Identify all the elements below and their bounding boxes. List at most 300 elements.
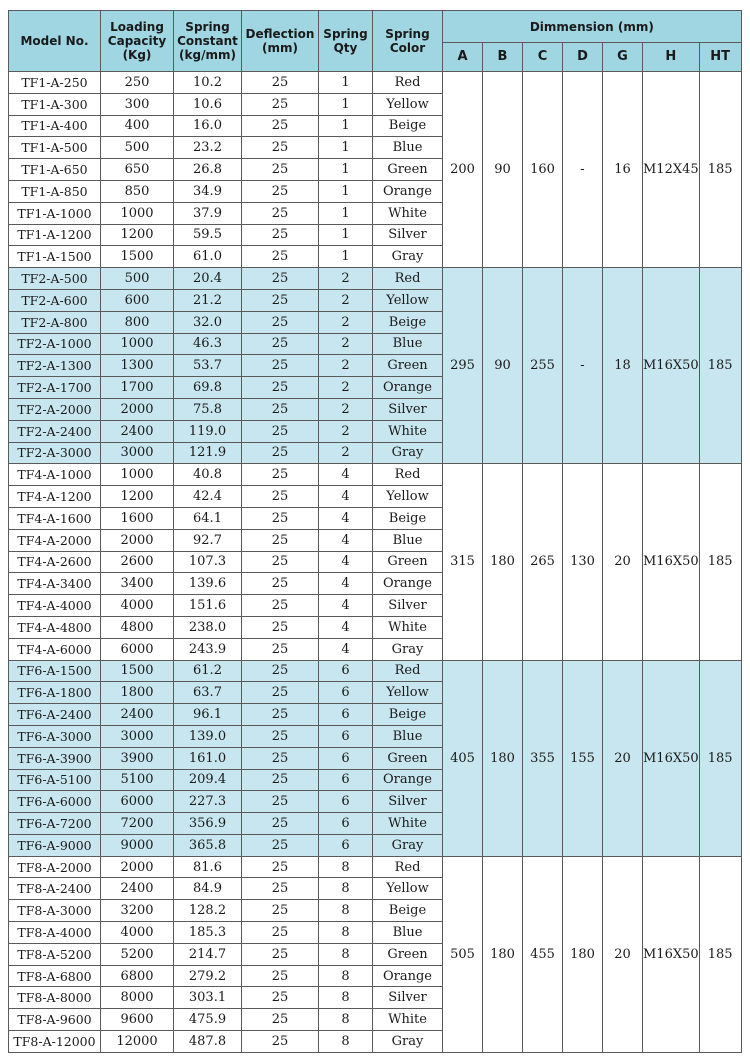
- cell-capacity: 5100: [101, 769, 174, 791]
- header-dim-h: H: [643, 43, 700, 72]
- cell-capacity: 1500: [101, 660, 174, 682]
- cell-spring-constant: 75.8: [174, 398, 242, 420]
- cell-spring-qty: 8: [319, 922, 373, 944]
- cell-spring-constant: 303.1: [174, 987, 242, 1009]
- cell-spring-qty: 1: [319, 72, 373, 94]
- cell-spring-color: Red: [373, 856, 443, 878]
- cell-spring-constant: 151.6: [174, 595, 242, 617]
- cell-dim-d: 155: [563, 660, 603, 856]
- cell-model: TF1-A-650: [9, 159, 101, 181]
- cell-spring-qty: 1: [319, 137, 373, 159]
- cell-spring-constant: 16.0: [174, 115, 242, 137]
- cell-model: TF6-A-6000: [9, 791, 101, 813]
- cell-deflection: 25: [242, 965, 319, 987]
- cell-spring-qty: 4: [319, 551, 373, 573]
- cell-spring-constant: 487.8: [174, 1031, 242, 1053]
- cell-dim-a: 200: [443, 72, 483, 268]
- cell-dim-c: 255: [523, 268, 563, 464]
- cell-capacity: 500: [101, 137, 174, 159]
- cell-spring-qty: 4: [319, 616, 373, 638]
- cell-dim-h: M12X45: [643, 72, 700, 268]
- cell-capacity: 2000: [101, 529, 174, 551]
- cell-model: TF6-A-3000: [9, 725, 101, 747]
- cell-spring-qty: 4: [319, 464, 373, 486]
- cell-dim-h: M16X50: [643, 464, 700, 660]
- cell-spring-color: Orange: [373, 769, 443, 791]
- cell-deflection: 25: [242, 791, 319, 813]
- cell-dim-a: 315: [443, 464, 483, 660]
- cell-capacity: 1700: [101, 377, 174, 399]
- cell-model: TF1-A-500: [9, 137, 101, 159]
- cell-spring-color: Orange: [373, 377, 443, 399]
- cell-spring-constant: 40.8: [174, 464, 242, 486]
- cell-spring-qty: 4: [319, 573, 373, 595]
- cell-model: TF6-A-2400: [9, 704, 101, 726]
- cell-capacity: 1000: [101, 202, 174, 224]
- cell-capacity: 1000: [101, 333, 174, 355]
- header-spring-qty: Spring Qty: [319, 11, 373, 72]
- cell-spring-qty: 6: [319, 834, 373, 856]
- cell-capacity: 1200: [101, 486, 174, 508]
- cell-spring-qty: 2: [319, 289, 373, 311]
- cell-spring-constant: 475.9: [174, 1009, 242, 1031]
- cell-spring-constant: 21.2: [174, 289, 242, 311]
- cell-spring-qty: 6: [319, 682, 373, 704]
- cell-capacity: 300: [101, 93, 174, 115]
- cell-spring-constant: 32.0: [174, 311, 242, 333]
- cell-spring-color: Beige: [373, 311, 443, 333]
- cell-spring-constant: 92.7: [174, 529, 242, 551]
- cell-deflection: 25: [242, 987, 319, 1009]
- cell-spring-constant: 209.4: [174, 769, 242, 791]
- cell-capacity: 2400: [101, 704, 174, 726]
- cell-spring-color: Yellow: [373, 93, 443, 115]
- cell-capacity: 500: [101, 268, 174, 290]
- cell-model: TF4-A-1600: [9, 507, 101, 529]
- cell-dim-ht: 185: [699, 660, 741, 856]
- cell-deflection: 25: [242, 1009, 319, 1031]
- cell-model: TF2-A-2400: [9, 420, 101, 442]
- cell-spring-qty: 6: [319, 747, 373, 769]
- cell-dim-d: 180: [563, 856, 603, 1052]
- cell-spring-qty: 1: [319, 115, 373, 137]
- cell-model: TF6-A-7200: [9, 813, 101, 835]
- cell-deflection: 25: [242, 115, 319, 137]
- cell-spring-qty: 4: [319, 638, 373, 660]
- cell-spring-qty: 6: [319, 725, 373, 747]
- cell-capacity: 650: [101, 159, 174, 181]
- cell-spring-qty: 8: [319, 943, 373, 965]
- cell-spring-constant: 20.4: [174, 268, 242, 290]
- cell-model: TF6-A-3900: [9, 747, 101, 769]
- cell-model: TF4-A-6000: [9, 638, 101, 660]
- cell-capacity: 3400: [101, 573, 174, 595]
- cell-model: TF4-A-4800: [9, 616, 101, 638]
- cell-spring-color: Beige: [373, 704, 443, 726]
- cell-dim-c: 265: [523, 464, 563, 660]
- cell-capacity: 9000: [101, 834, 174, 856]
- cell-capacity: 2000: [101, 856, 174, 878]
- cell-spring-constant: 365.8: [174, 834, 242, 856]
- cell-spring-qty: 2: [319, 355, 373, 377]
- cell-spring-color: Blue: [373, 137, 443, 159]
- cell-model: TF4-A-2000: [9, 529, 101, 551]
- cell-capacity: 4800: [101, 616, 174, 638]
- cell-spring-constant: 10.2: [174, 72, 242, 94]
- cell-spring-constant: 42.4: [174, 486, 242, 508]
- cell-deflection: 25: [242, 202, 319, 224]
- cell-deflection: 25: [242, 398, 319, 420]
- cell-deflection: 25: [242, 878, 319, 900]
- cell-model: TF1-A-1200: [9, 224, 101, 246]
- cell-deflection: 25: [242, 595, 319, 617]
- cell-deflection: 25: [242, 682, 319, 704]
- cell-capacity: 2000: [101, 398, 174, 420]
- cell-spring-qty: 8: [319, 987, 373, 1009]
- table-row: [9, 268, 742, 290]
- cell-spring-color: White: [373, 202, 443, 224]
- cell-capacity: 400: [101, 115, 174, 137]
- cell-deflection: 25: [242, 856, 319, 878]
- cell-spring-color: Yellow: [373, 878, 443, 900]
- cell-spring-constant: 61.0: [174, 246, 242, 268]
- cell-deflection: 25: [242, 922, 319, 944]
- cell-dim-ht: 185: [699, 72, 741, 268]
- cell-model: TF1-A-850: [9, 180, 101, 202]
- cell-capacity: 1500: [101, 246, 174, 268]
- cell-deflection: 25: [242, 943, 319, 965]
- cell-spring-constant: 139.0: [174, 725, 242, 747]
- cell-dim-d: -: [563, 72, 603, 268]
- cell-spring-constant: 238.0: [174, 616, 242, 638]
- cell-spring-constant: 69.8: [174, 377, 242, 399]
- cell-model: TF8-A-5200: [9, 943, 101, 965]
- cell-capacity: 250: [101, 72, 174, 94]
- cell-dim-b: 180: [483, 464, 523, 660]
- cell-dim-ht: 185: [699, 268, 741, 464]
- cell-spring-color: White: [373, 616, 443, 638]
- cell-spring-constant: 63.7: [174, 682, 242, 704]
- cell-spring-constant: 185.3: [174, 922, 242, 944]
- table-row: [9, 856, 742, 878]
- cell-spring-constant: 128.2: [174, 900, 242, 922]
- cell-spring-color: Gray: [373, 834, 443, 856]
- cell-deflection: 25: [242, 834, 319, 856]
- cell-spring-constant: 84.9: [174, 878, 242, 900]
- cell-spring-constant: 64.1: [174, 507, 242, 529]
- cell-spring-color: Gray: [373, 1031, 443, 1053]
- cell-dim-a: 505: [443, 856, 483, 1052]
- cell-deflection: 25: [242, 442, 319, 464]
- cell-model: TF2-A-3000: [9, 442, 101, 464]
- cell-spring-color: White: [373, 420, 443, 442]
- cell-spring-qty: 8: [319, 965, 373, 987]
- header-spring-constant: Spring Constant (kg/mm): [174, 11, 242, 72]
- cell-dim-g: 16: [603, 72, 643, 268]
- cell-dim-b: 90: [483, 72, 523, 268]
- cell-dim-g: 20: [603, 856, 643, 1052]
- cell-dim-ht: 185: [699, 464, 741, 660]
- cell-spring-color: Red: [373, 464, 443, 486]
- cell-model: TF2-A-500: [9, 268, 101, 290]
- cell-spring-qty: 1: [319, 159, 373, 181]
- cell-capacity: 4000: [101, 595, 174, 617]
- cell-spring-constant: 37.9: [174, 202, 242, 224]
- cell-deflection: 25: [242, 638, 319, 660]
- cell-model: TF8-A-3000: [9, 900, 101, 922]
- cell-model: TF2-A-1700: [9, 377, 101, 399]
- cell-spring-color: Beige: [373, 507, 443, 529]
- cell-spring-color: Green: [373, 747, 443, 769]
- cell-model: TF4-A-4000: [9, 595, 101, 617]
- header-dim-g: G: [603, 43, 643, 72]
- cell-dim-b: 180: [483, 660, 523, 856]
- cell-spring-constant: 34.9: [174, 180, 242, 202]
- cell-deflection: 25: [242, 289, 319, 311]
- cell-spring-color: Red: [373, 660, 443, 682]
- table-row: [9, 72, 742, 94]
- cell-dim-d: -: [563, 268, 603, 464]
- cell-model: TF2-A-1000: [9, 333, 101, 355]
- cell-spring-color: Blue: [373, 333, 443, 355]
- cell-capacity: 3200: [101, 900, 174, 922]
- cell-model: TF4-A-3400: [9, 573, 101, 595]
- cell-spring-constant: 10.6: [174, 93, 242, 115]
- cell-dim-g: 18: [603, 268, 643, 464]
- cell-capacity: 7200: [101, 813, 174, 835]
- cell-spring-qty: 8: [319, 878, 373, 900]
- cell-spring-constant: 227.3: [174, 791, 242, 813]
- cell-dim-d: 130: [563, 464, 603, 660]
- cell-capacity: 12000: [101, 1031, 174, 1053]
- cell-spring-qty: 8: [319, 900, 373, 922]
- cell-deflection: 25: [242, 747, 319, 769]
- cell-spring-constant: 356.9: [174, 813, 242, 835]
- cell-dim-g: 20: [603, 464, 643, 660]
- cell-spring-color: Green: [373, 551, 443, 573]
- cell-spring-qty: 6: [319, 704, 373, 726]
- cell-spring-constant: 53.7: [174, 355, 242, 377]
- cell-capacity: 1600: [101, 507, 174, 529]
- cell-spring-qty: 1: [319, 202, 373, 224]
- cell-spring-qty: 4: [319, 486, 373, 508]
- cell-spring-color: Beige: [373, 900, 443, 922]
- cell-spring-qty: 2: [319, 333, 373, 355]
- cell-deflection: 25: [242, 573, 319, 595]
- cell-spring-qty: 6: [319, 791, 373, 813]
- cell-spring-qty: 6: [319, 769, 373, 791]
- cell-spring-qty: 1: [319, 93, 373, 115]
- cell-model: TF4-A-2600: [9, 551, 101, 573]
- cell-capacity: 1800: [101, 682, 174, 704]
- cell-model: TF1-A-250: [9, 72, 101, 94]
- cell-spring-constant: 107.3: [174, 551, 242, 573]
- cell-deflection: 25: [242, 355, 319, 377]
- header-dim-c: C: [523, 43, 563, 72]
- cell-capacity: 8000: [101, 987, 174, 1009]
- cell-capacity: 2400: [101, 878, 174, 900]
- cell-spring-color: Yellow: [373, 289, 443, 311]
- cell-capacity: 800: [101, 311, 174, 333]
- cell-dim-g: 20: [603, 660, 643, 856]
- cell-spring-color: Gray: [373, 442, 443, 464]
- cell-model: TF8-A-8000: [9, 987, 101, 1009]
- cell-spring-constant: 161.0: [174, 747, 242, 769]
- cell-dim-b: 90: [483, 268, 523, 464]
- cell-spring-qty: 4: [319, 529, 373, 551]
- cell-spring-qty: 8: [319, 1009, 373, 1031]
- cell-spring-color: Green: [373, 355, 443, 377]
- cell-spring-qty: 2: [319, 398, 373, 420]
- cell-spring-constant: 96.1: [174, 704, 242, 726]
- cell-spring-constant: 214.7: [174, 943, 242, 965]
- cell-deflection: 25: [242, 137, 319, 159]
- cell-deflection: 25: [242, 180, 319, 202]
- cell-capacity: 2400: [101, 420, 174, 442]
- cell-spring-color: Orange: [373, 180, 443, 202]
- cell-dim-h: M16X50: [643, 268, 700, 464]
- cell-deflection: 25: [242, 464, 319, 486]
- spring-spec-table: [8, 10, 742, 1053]
- cell-spring-color: Gray: [373, 246, 443, 268]
- cell-spring-color: Silver: [373, 791, 443, 813]
- cell-deflection: 25: [242, 507, 319, 529]
- cell-deflection: 25: [242, 1031, 319, 1053]
- cell-dim-c: 160: [523, 72, 563, 268]
- cell-model: TF1-A-400: [9, 115, 101, 137]
- cell-spring-constant: 139.6: [174, 573, 242, 595]
- header-dim-d: D: [563, 43, 603, 72]
- cell-model: TF2-A-2000: [9, 398, 101, 420]
- cell-dim-c: 455: [523, 856, 563, 1052]
- cell-deflection: 25: [242, 769, 319, 791]
- cell-dim-a: 405: [443, 660, 483, 856]
- cell-spring-color: Silver: [373, 224, 443, 246]
- cell-capacity: 850: [101, 180, 174, 202]
- table-body: [9, 72, 742, 1053]
- cell-deflection: 25: [242, 486, 319, 508]
- cell-spring-color: White: [373, 813, 443, 835]
- cell-dim-c: 355: [523, 660, 563, 856]
- cell-deflection: 25: [242, 529, 319, 551]
- cell-model: TF8-A-12000: [9, 1031, 101, 1053]
- cell-spring-qty: 2: [319, 442, 373, 464]
- cell-spring-qty: 1: [319, 180, 373, 202]
- cell-model: TF1-A-300: [9, 93, 101, 115]
- header-model-no: Model No.: [9, 11, 101, 72]
- header-dim-b: B: [483, 43, 523, 72]
- cell-spring-color: Red: [373, 72, 443, 94]
- cell-spring-qty: 2: [319, 377, 373, 399]
- cell-capacity: 1300: [101, 355, 174, 377]
- spec-table-container: [8, 10, 742, 1053]
- cell-model: TF4-A-1200: [9, 486, 101, 508]
- cell-spring-color: Gray: [373, 638, 443, 660]
- cell-deflection: 25: [242, 420, 319, 442]
- cell-dim-a: 295: [443, 268, 483, 464]
- cell-spring-constant: 61.2: [174, 660, 242, 682]
- cell-spring-qty: 4: [319, 507, 373, 529]
- header-dim-a: A: [443, 43, 483, 72]
- header-dim-ht: HT: [699, 43, 741, 72]
- cell-model: TF8-A-4000: [9, 922, 101, 944]
- cell-model: TF6-A-1800: [9, 682, 101, 704]
- cell-spring-constant: 121.9: [174, 442, 242, 464]
- cell-model: TF2-A-800: [9, 311, 101, 333]
- cell-capacity: 6800: [101, 965, 174, 987]
- cell-capacity: 600: [101, 289, 174, 311]
- cell-spring-qty: 1: [319, 246, 373, 268]
- cell-spring-color: Silver: [373, 987, 443, 1009]
- cell-model: TF8-A-6800: [9, 965, 101, 987]
- header-spring-color: Spring Color: [373, 11, 443, 72]
- header-dimension: Dimmension (mm): [443, 11, 742, 43]
- cell-dim-h: M16X50: [643, 660, 700, 856]
- cell-deflection: 25: [242, 813, 319, 835]
- cell-deflection: 25: [242, 72, 319, 94]
- cell-deflection: 25: [242, 660, 319, 682]
- cell-spring-color: Silver: [373, 595, 443, 617]
- cell-deflection: 25: [242, 900, 319, 922]
- cell-capacity: 6000: [101, 638, 174, 660]
- cell-spring-color: Yellow: [373, 682, 443, 704]
- cell-spring-qty: 2: [319, 268, 373, 290]
- cell-spring-color: Beige: [373, 115, 443, 137]
- cell-spring-color: Blue: [373, 529, 443, 551]
- cell-spring-constant: 23.2: [174, 137, 242, 159]
- cell-spring-color: White: [373, 1009, 443, 1031]
- cell-model: TF2-A-600: [9, 289, 101, 311]
- cell-spring-color: Green: [373, 159, 443, 181]
- cell-deflection: 25: [242, 159, 319, 181]
- cell-spring-constant: 46.3: [174, 333, 242, 355]
- cell-spring-qty: 2: [319, 420, 373, 442]
- cell-spring-qty: 6: [319, 660, 373, 682]
- cell-capacity: 1000: [101, 464, 174, 486]
- cell-capacity: 4000: [101, 922, 174, 944]
- cell-deflection: 25: [242, 224, 319, 246]
- cell-spring-color: Silver: [373, 398, 443, 420]
- cell-spring-color: Red: [373, 268, 443, 290]
- cell-model: TF6-A-5100: [9, 769, 101, 791]
- cell-spring-qty: 6: [319, 813, 373, 835]
- cell-capacity: 9600: [101, 1009, 174, 1031]
- cell-dim-h: M16X50: [643, 856, 700, 1052]
- cell-deflection: 25: [242, 333, 319, 355]
- cell-model: TF6-A-1500: [9, 660, 101, 682]
- cell-deflection: 25: [242, 268, 319, 290]
- cell-spring-qty: 4: [319, 595, 373, 617]
- cell-spring-qty: 1: [319, 224, 373, 246]
- header-loading-capacity: Loading Capacity (Kg): [101, 11, 174, 72]
- cell-spring-qty: 8: [319, 1031, 373, 1053]
- cell-spring-color: Blue: [373, 725, 443, 747]
- cell-deflection: 25: [242, 551, 319, 573]
- cell-dim-ht: 185: [699, 856, 741, 1052]
- cell-model: TF2-A-1300: [9, 355, 101, 377]
- cell-spring-color: Green: [373, 943, 443, 965]
- cell-deflection: 25: [242, 246, 319, 268]
- cell-capacity: 3000: [101, 725, 174, 747]
- cell-deflection: 25: [242, 616, 319, 638]
- cell-capacity: 3000: [101, 442, 174, 464]
- cell-spring-constant: 81.6: [174, 856, 242, 878]
- cell-capacity: 5200: [101, 943, 174, 965]
- cell-model: TF4-A-1000: [9, 464, 101, 486]
- cell-capacity: 1200: [101, 224, 174, 246]
- cell-model: TF6-A-9000: [9, 834, 101, 856]
- cell-dim-b: 180: [483, 856, 523, 1052]
